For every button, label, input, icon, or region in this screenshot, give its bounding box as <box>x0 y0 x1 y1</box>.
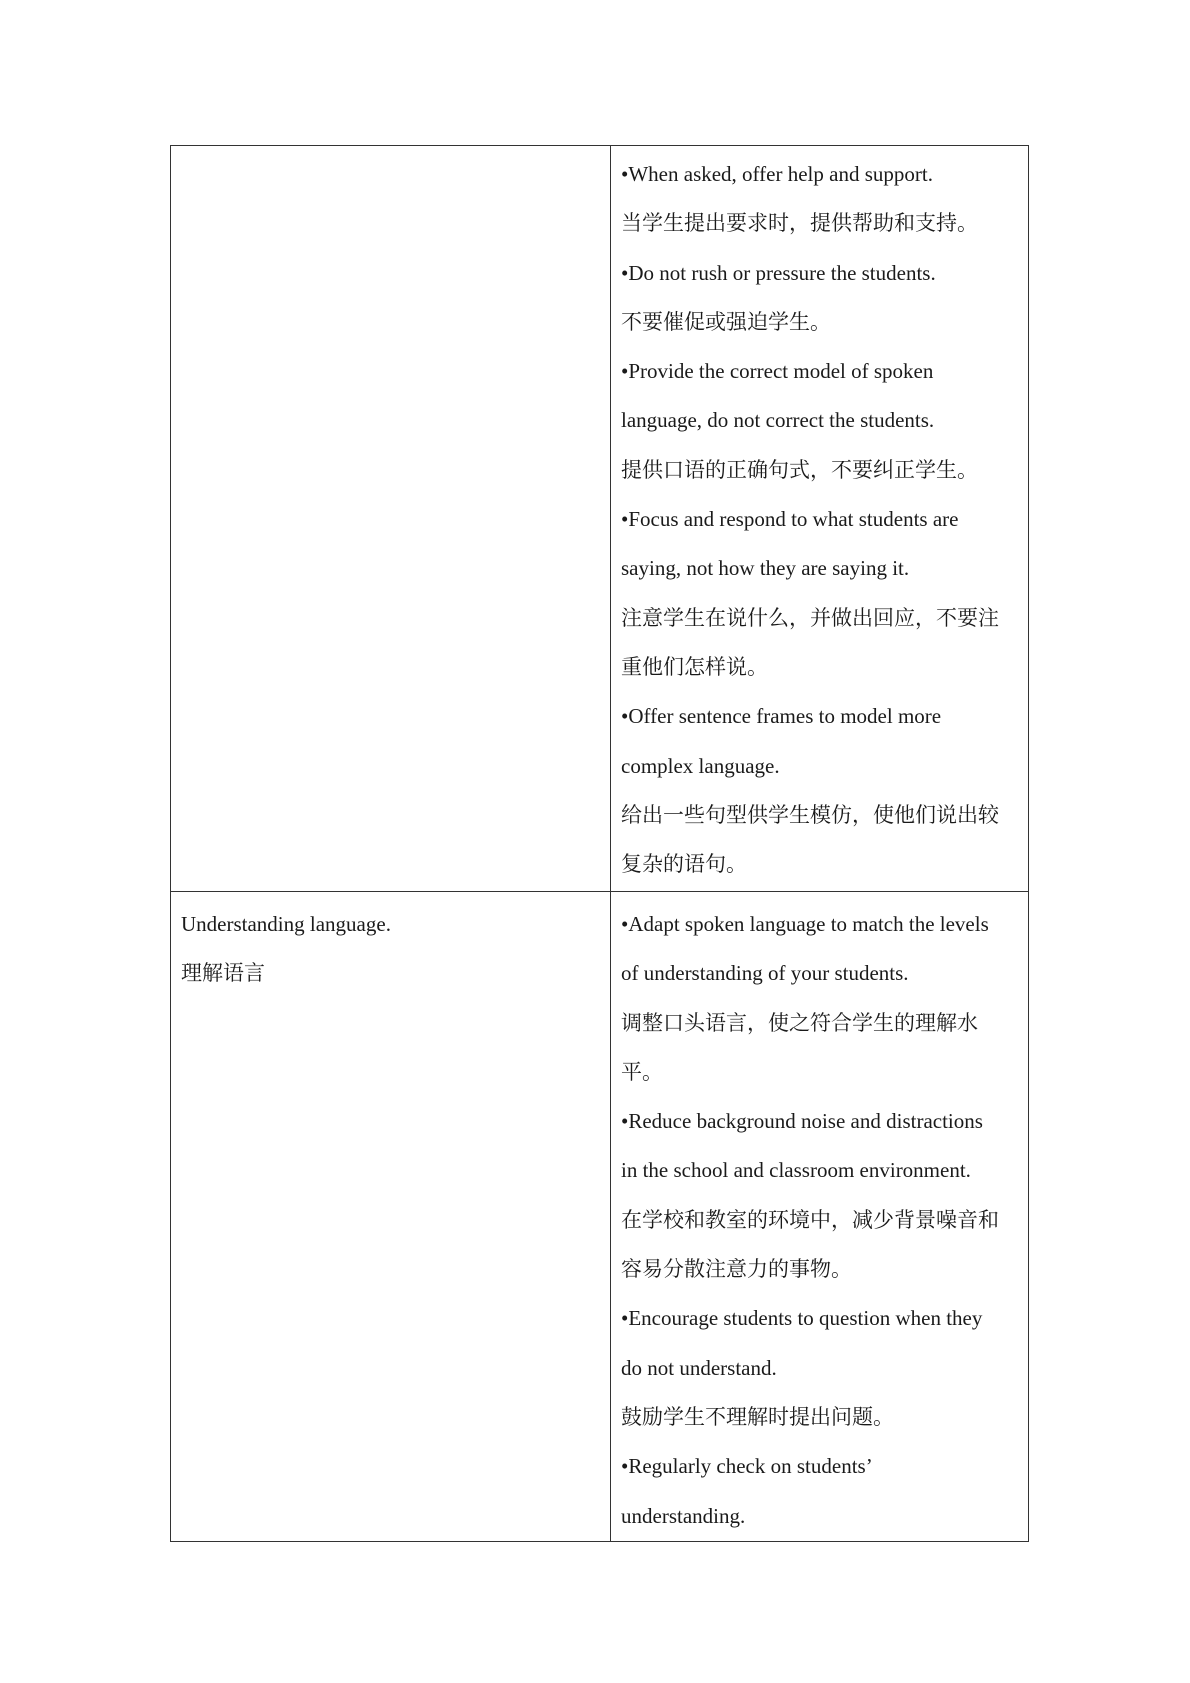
strategy-line: 当学生提出要求时，提供帮助和支持。 <box>621 211 978 236</box>
strategy-line: 鼓励学生不理解时提出问题。 <box>621 1404 894 1429</box>
skill-label: 理解语言 <box>181 961 265 986</box>
strategy-line: •Focus and respond to what students are <box>621 507 959 532</box>
strategy-line: 给出一些句型供学生模仿，使他们说出较 <box>621 802 999 827</box>
strategy-line: language, do not correct the students. <box>621 408 935 433</box>
strategy-line: 复杂的语句。 <box>621 852 747 877</box>
strategy-line: understanding. <box>621 1503 746 1528</box>
strategy-line: •Offer sentence frames to model more <box>621 704 942 729</box>
strategy-line: 平。 <box>621 1059 663 1084</box>
strategy-line: 调整口头语言，使之符合学生的理解水 <box>621 1010 978 1035</box>
skill-cell <box>171 892 611 1542</box>
strategy-line: saying, not how they are saying it. <box>621 556 910 581</box>
table-row <box>171 146 1029 892</box>
strategy-line: 提供口语的正确句式，不要纠正学生。 <box>621 457 978 482</box>
strategies-cell <box>611 146 1029 892</box>
strategies-cell <box>611 892 1029 1542</box>
strategy-line: •Do not rush or pressure the students. <box>621 260 936 285</box>
strategy-line: of understanding of your students. <box>621 961 909 986</box>
strategy-line: do not understand. <box>621 1355 777 1380</box>
strategy-line: •Adapt spoken language to match the levels <box>621 912 989 936</box>
strategy-line: •Provide the correct model of spoken <box>621 359 934 384</box>
strategy-line: in the school and classroom environment. <box>621 1158 971 1183</box>
strategy-line: 注意学生在说什么，并做出回应，不要注 <box>621 605 999 630</box>
strategy-line: •When asked, offer help and support. <box>621 162 933 186</box>
table-row <box>171 892 1029 1542</box>
strategy-line: 不要催促或强迫学生。 <box>621 309 831 334</box>
strategy-line: 容易分散注意力的事物。 <box>621 1257 852 1282</box>
strategy-line: 在学校和教室的环境中，减少背景噪音和 <box>621 1207 999 1232</box>
skill-label: Understanding language. <box>181 912 391 936</box>
skill-cell <box>171 146 611 892</box>
strategy-line: 重他们怎样说。 <box>621 654 768 679</box>
strategy-line: •Regularly check on students’ <box>621 1454 873 1479</box>
strategies-table <box>170 145 1029 1542</box>
strategy-line: •Reduce background noise and distractions <box>621 1109 983 1134</box>
strategy-line: •Encourage students to question when they <box>621 1306 983 1331</box>
strategy-line: complex language. <box>621 753 780 778</box>
